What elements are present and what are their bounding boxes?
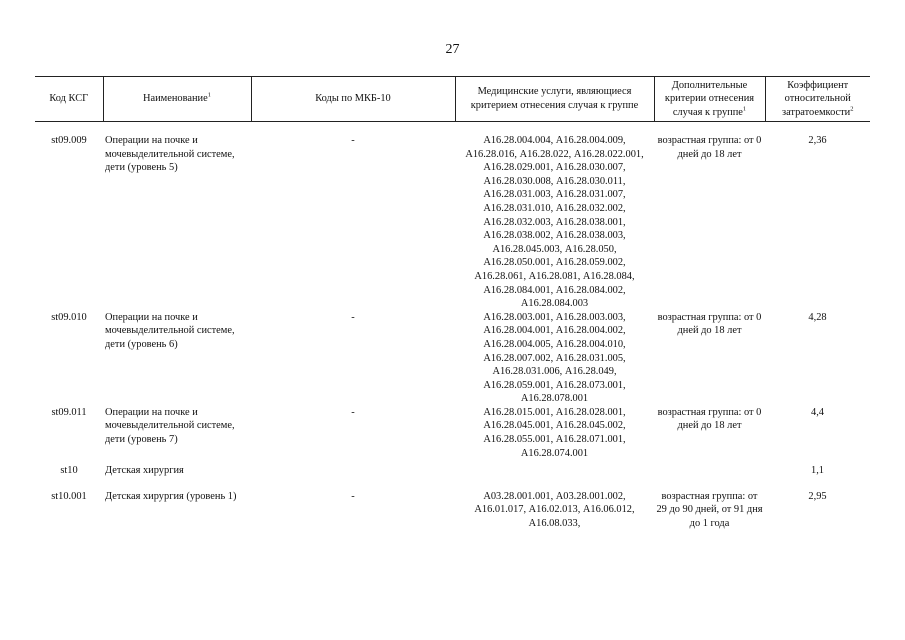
header-name: Наименование$^1$ <box>103 77 251 122</box>
row-name: Операции на почке и мочевыделительной системе, дети (уровень 7) <box>105 406 235 446</box>
row-code: st09.009 <box>51 135 87 146</box>
row-criteria: возрастная группа: от 29 до 90 дней, от 91 дня до 1 года <box>656 490 763 530</box>
row-code: st10 <box>60 465 78 477</box>
row-mkb: - <box>351 311 355 323</box>
header-criteria: Дополнительные критерии отнесения случая к группе$^1$ <box>654 77 765 122</box>
row-coef: 2,95 <box>808 490 827 502</box>
row-name: Детская хирургия <box>105 465 184 477</box>
header-mkb: Коды по МКБ-10 <box>251 77 455 122</box>
ksg-table <box>35 76 870 531</box>
row-criteria: возрастная группа: от 0 дней до 18 лет <box>657 135 762 160</box>
header-services: Медицинские услуги, являющиеся критерием отнесения случая к группе <box>455 77 654 122</box>
footnote-marker: 2 <box>850 105 854 113</box>
page-number: 27 <box>445 42 460 57</box>
row-coef: 4,4 <box>811 406 824 418</box>
row-coef: 2,36 <box>808 135 827 146</box>
row-code: st10.001 <box>51 490 87 502</box>
header-coef: Коэффициент относительной затратоемкости$^2$ <box>765 77 870 122</box>
row-name: Операции на почке и мочевыделительной системе, дети (уровень 5) <box>105 135 235 174</box>
row-services: А16.28.015.001, А16.28.028.001, А16.28.045.001, А16.28.045.002, А16.28.055.001, А16.28.071.001, А16.28.074.001 <box>483 406 626 459</box>
row-services: А03.28.001.001, А03.28.001.002, А16.01.017, А16.02.013, А16.06.012, А16.08.033, <box>474 490 635 530</box>
row-services: А16.28.003.001, А16.28.003.003, А16.28.004.001, А16.28.004.002, А16.28.004.005, А16.28.004.010, А16.28.007.002, А16.28.031.005, А16.28.031.006, А16.28.049, А16.28.059.001, А16.28.073.001, А16.28.078.001 <box>483 311 626 405</box>
row-mkb <box>251 460 455 490</box>
row-mkb: - <box>351 490 355 502</box>
row-criteria: возрастная группа: от 0 дней до 18 лет <box>657 311 762 337</box>
row-name: Детская хирургия (уровень 1) <box>105 490 237 502</box>
table-row <box>35 311 870 406</box>
footnote-marker: 1 <box>207 91 211 99</box>
row-code: st09.011 <box>51 406 87 418</box>
footnote-marker: 1 <box>742 105 747 113</box>
row-services <box>455 460 654 490</box>
row-code: st09.010 <box>51 311 87 323</box>
row-mkb: - <box>351 406 355 418</box>
row-criteria <box>654 460 765 490</box>
table-row-section <box>35 460 870 490</box>
spacer-row <box>35 122 870 135</box>
table-header-row <box>35 77 870 122</box>
row-criteria: возрастная группа: от 0 дней до 18 лет <box>657 406 762 432</box>
table-row <box>35 490 870 531</box>
table-row <box>35 134 870 311</box>
table-row <box>35 406 870 460</box>
row-name: Операции на почке и мочевыделительной системе, дети (уровень 6) <box>105 311 235 350</box>
header-code: Код КСГ <box>35 77 103 122</box>
row-services: А16.28.004.004, А16.28.004.009, А16.28.016, А16.28.022, А16.28.022.001, А16.28.029.001, А16.28.030.007, А16.28.030.008, А16.28.030.011, А16.28.031.003, А16.28.031.007, А16.28.031.010, А16.28.032.002, А16.28.032.003, А16.28.038.001, А16.28.038.002, А16.28.038.003, А16.28.045.003, А16.28.050, А16.28.050.001, А16.28.059.002, А16.28.061, А16.28.081, А16.28.084, А16.28.084.001, А16.28.084.002, А16.28.084.003 <box>465 135 644 310</box>
row-coef: 4,28 <box>808 311 827 323</box>
row-mkb: - <box>351 135 355 146</box>
row-coef: 1,1 <box>811 465 824 477</box>
